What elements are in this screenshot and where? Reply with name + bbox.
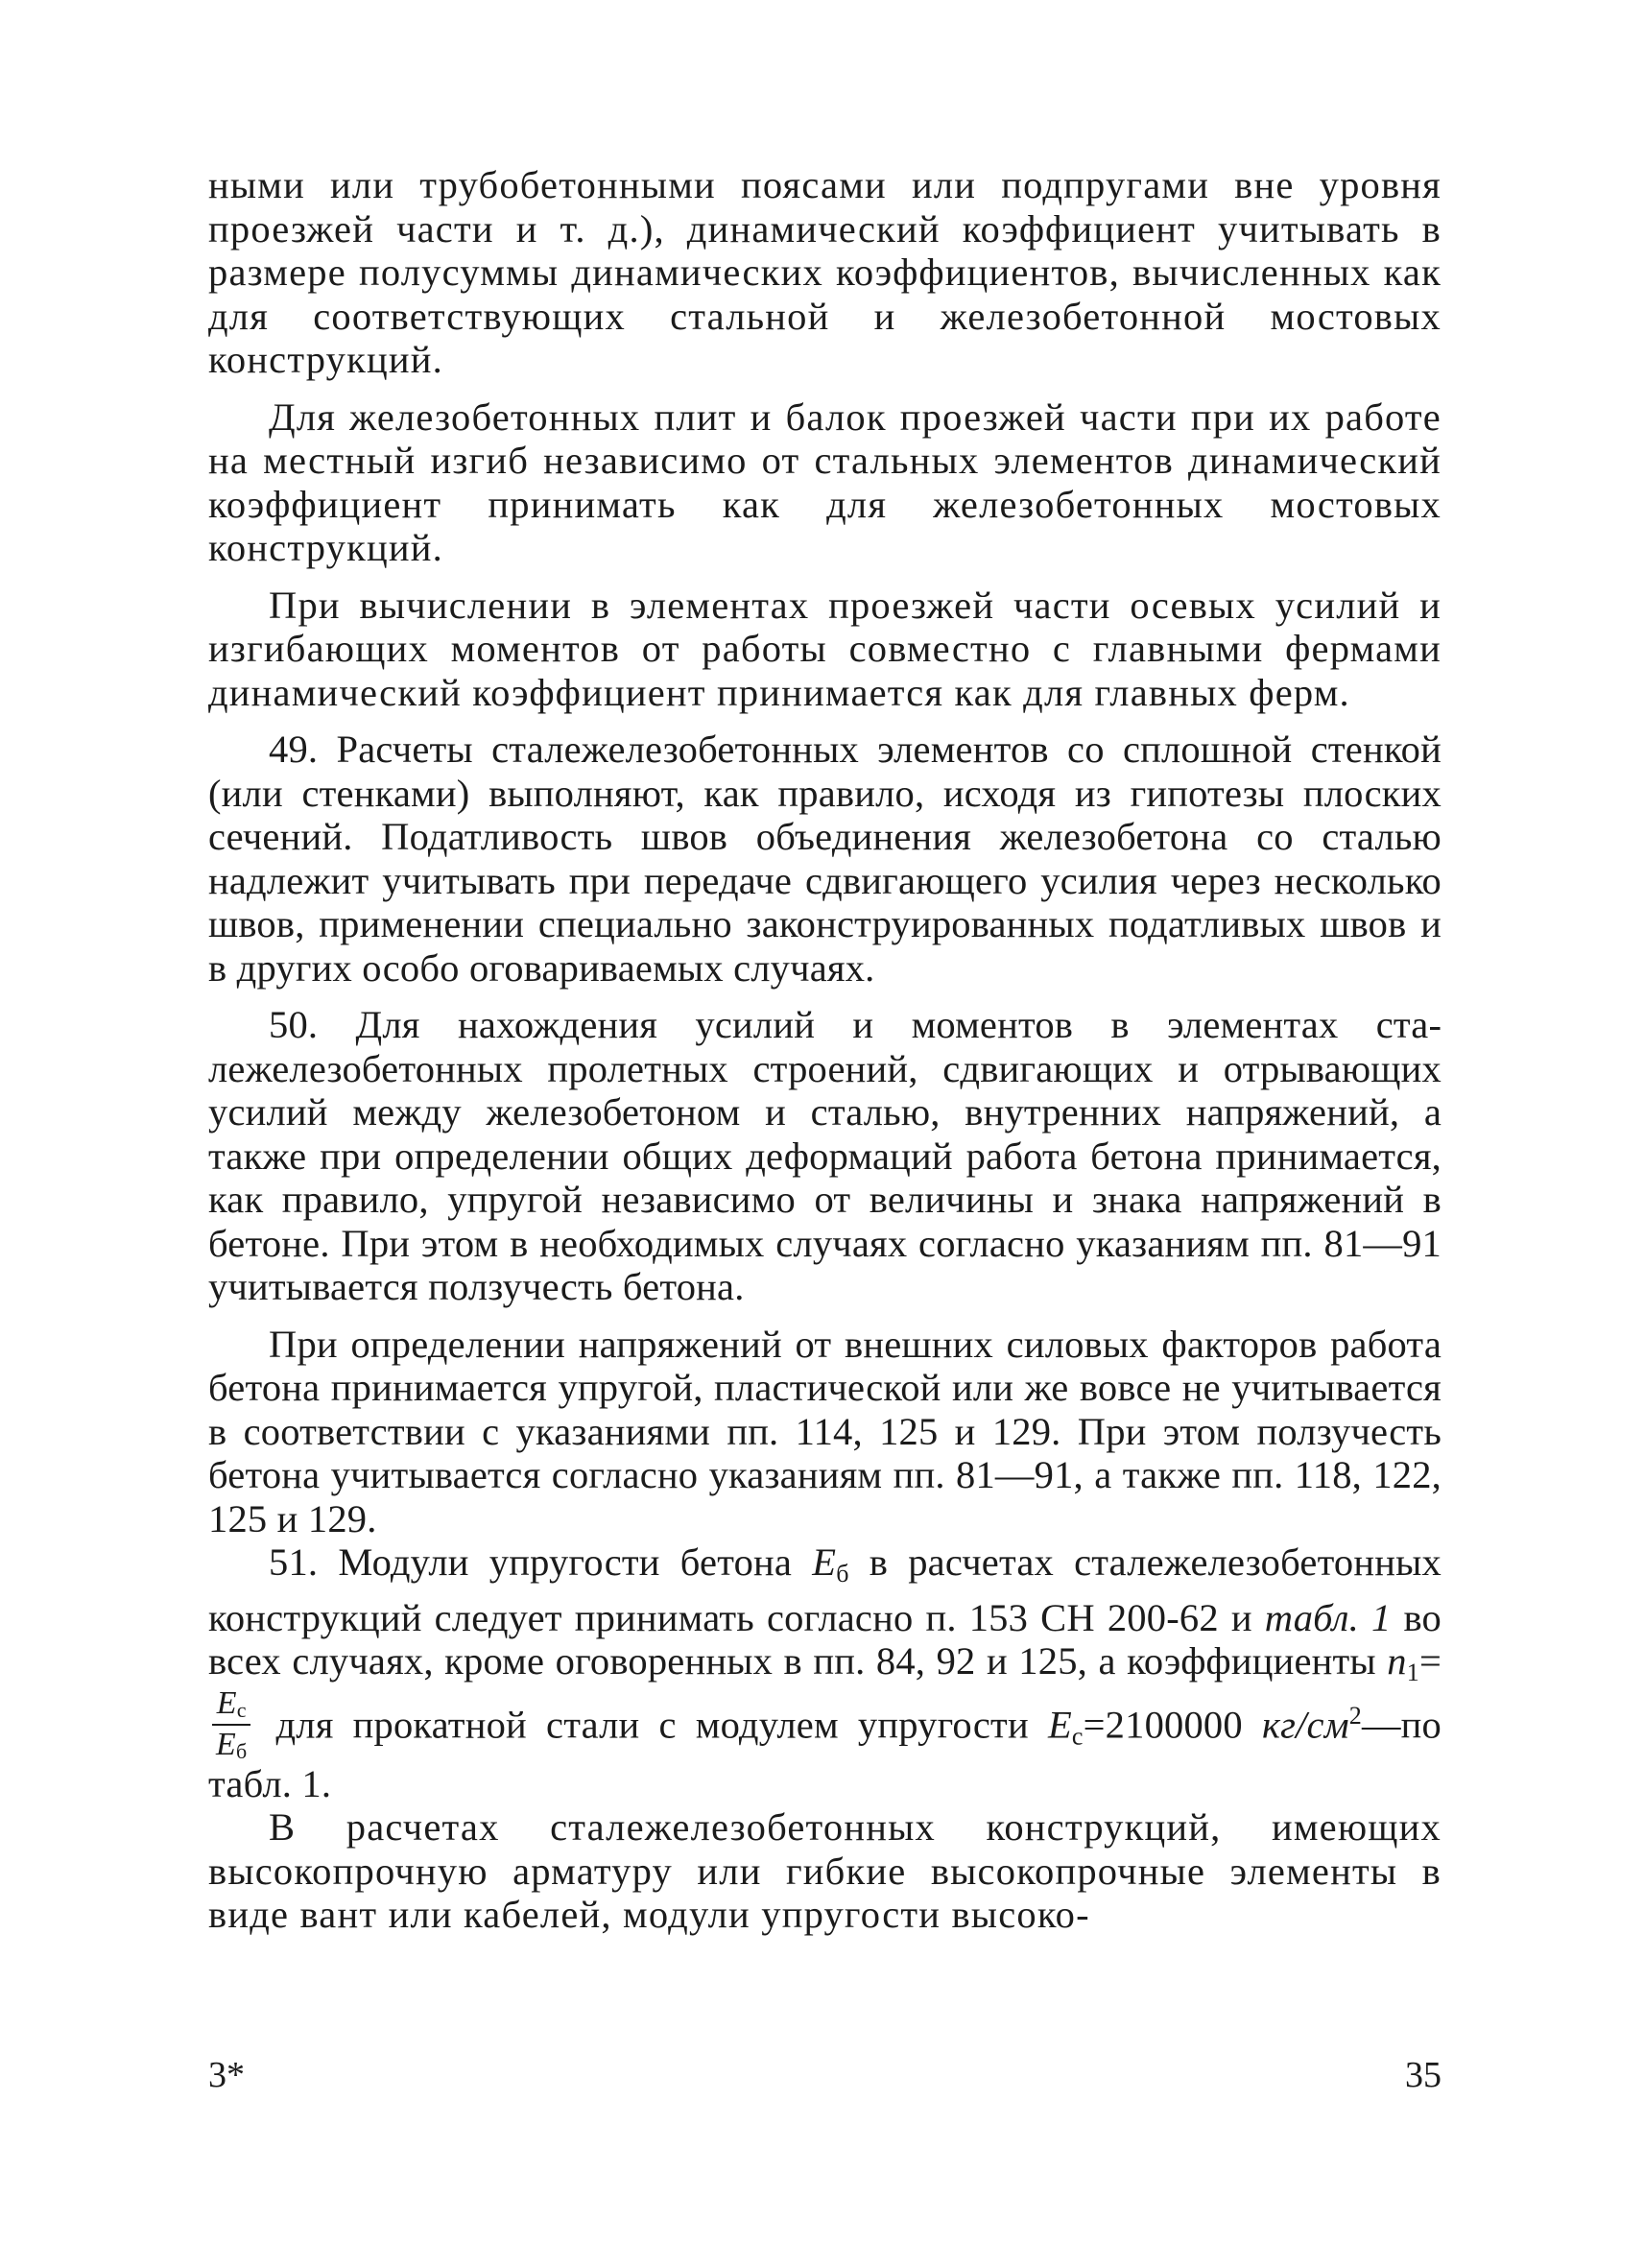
page-body bbox=[208, 163, 1441, 2179]
page-number: 35 bbox=[1405, 2055, 1441, 2095]
p51-text-1: 51. Модули упругости бетона bbox=[269, 1540, 813, 1584]
p51-text-6: —по табл. 1. bbox=[208, 1702, 1442, 1805]
symbol-E-c-sub: c bbox=[1071, 1721, 1084, 1750]
p51-text-3: во всех случаях, кроме оговоренных в пп. 84, 92 и 125, а коэффициенты bbox=[208, 1595, 1441, 1683]
paragraph-51 bbox=[208, 1540, 1441, 1805]
frac-den-sub: б bbox=[235, 1738, 248, 1763]
table-ref-italic: табл. 1 bbox=[1264, 1595, 1392, 1639]
paragraph-8: В расчетах сталежелезобетонных конструкций, имеющих высокопрочную арматуру или гибкие высокопрочные элементы в виде вант или кабелей, модули упругости высоко- bbox=[208, 1805, 1441, 1936]
paragraph-49: 49. Расчеты сталежелезобетонных элементов со сплошной стенкой (или стенками) выполняют, как правило, исходя из гипотезы плоских сечений. Податливость швов объединения железобетона со сталью надлежит учитывать при передаче сдвигающего усилия через несколько швов, применении специально законструированных податливых швов и в других особо оговариваемых случаях. bbox=[208, 728, 1441, 990]
paragraph-3: При вычислении в элементах проезжей части осевых усилий и изгибающих моментов от работы совместно с главными фермами динамический коэффициент принимается как для главных ферм. bbox=[208, 583, 1441, 714]
paragraph-6: При определении напряжений от внешних силовых факторов работа бетона принимается упругой, пластической или же вовсе не учитывается в соответствии с указаниями пп. 114, 125 и 129. При этом ползучесть бетона учитывается согласно указаниям пп. 81—91, а также пп. 118, 122, 125 и 129. bbox=[208, 1322, 1441, 1540]
symbol-n-sub: 1 bbox=[1406, 1659, 1419, 1686]
p51-text-5: =2100000 bbox=[1083, 1702, 1262, 1746]
paragraph-1: ными или трубобетонными поясами или подпругами вне уровня проезжей части и т. д.), динамический коэффициент учитывать в размере полусуммы динамических коэффициентов, вычисленных как для соответствующих стальной и железобетонной мостовых конструкций. bbox=[208, 163, 1441, 381]
p51-text-2: в расчетах сталежелезобетонных конструкций следует принимать согласно п. 153 СН 200-62 и bbox=[208, 1540, 1441, 1639]
symbol-E-b: E bbox=[812, 1540, 837, 1584]
equals-sign: = bbox=[1418, 1639, 1441, 1683]
frac-num-sub: c bbox=[236, 1697, 247, 1722]
fraction-denominator bbox=[212, 1726, 250, 1762]
fraction-numerator bbox=[212, 1684, 250, 1726]
frac-den-E: E bbox=[216, 1726, 236, 1762]
paragraph-2: Для железобетонных плит и балок проезжей части при их работе на местный изгиб независимо от стальных элементов динамический коэффициент принимать как для железобетонных мостовых конструкций. bbox=[208, 394, 1441, 569]
paragraph-50: 50. Для нахождения усилий и моментов в элементах сталежелезобетонных пролетных строений, сдвигающих и отрывающих усилий между железобетоном и сталью, внутренних напряжений, а также при определении общих деформаций работа бетона принимается, как правило, упругой независимо от величины и знака напряжений в бетоне. При этом в необходимых случаях согласно указаниям пп. 81—91 учитывается ползучесть бетона. bbox=[208, 1003, 1441, 1308]
symbol-n: n bbox=[1387, 1639, 1407, 1683]
signature-mark: 3* bbox=[208, 2055, 245, 2095]
frac-num-E: E bbox=[216, 1684, 237, 1721]
symbol-E-b-sub: б bbox=[836, 1560, 849, 1588]
fraction-Ec-over-Eb bbox=[212, 1684, 250, 1763]
unit-kg-cm2: кг/см bbox=[1261, 1702, 1349, 1746]
symbol-E-c: E bbox=[1047, 1702, 1072, 1746]
unit-sup: 2 bbox=[1348, 1701, 1362, 1730]
p51-text-4: для прокатной стали с модулем упругости bbox=[256, 1702, 1048, 1746]
